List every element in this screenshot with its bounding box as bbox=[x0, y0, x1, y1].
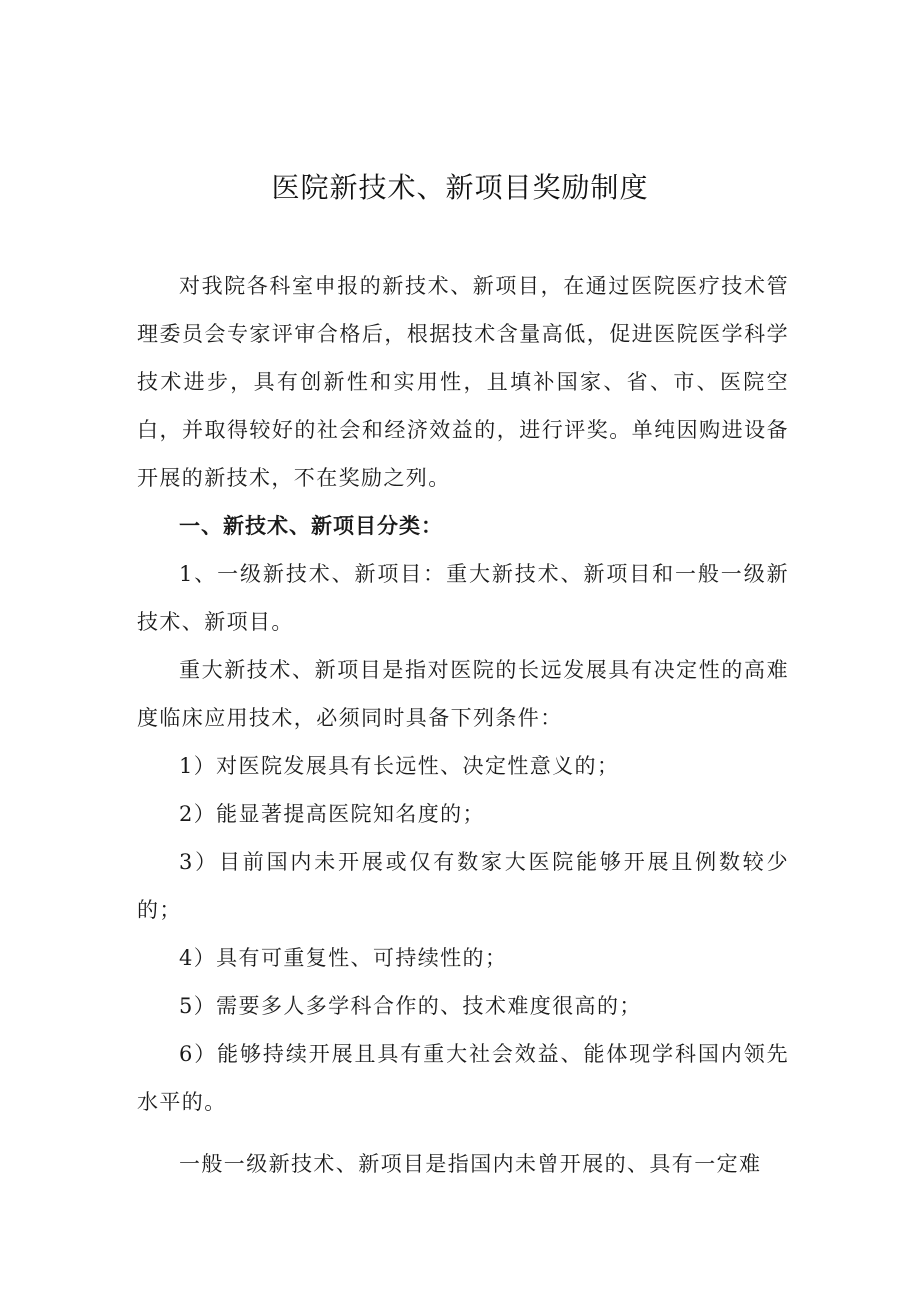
paragraph-major-definition: 重大新技术、新项目是指对医院的长远发展具有决定性的高难度临床应用技术，必须同时具备下列条件： bbox=[137, 658, 789, 730]
document-title: 医院新技术、新项目奖励制度 bbox=[271, 171, 649, 204]
condition-item-1: 1）对医院发展具有长远性、决定性意义的； bbox=[179, 754, 620, 778]
condition-item-3: 3）目前国内未开展或仅有数家大医院能够开展且例数较少的； bbox=[137, 850, 789, 922]
paragraph-level-one: 1、一级新技术、新项目：重大新技术、新项目和一般一级新技术、新项目。 bbox=[137, 562, 789, 634]
intro-paragraph: 对我院各科室申报的新技术、新项目，在通过医院医疗技术管理委员会专家评审合格后，根据技术含量高低，促进医院医学科学技术进步，具有创新性和实用性，且填补国家、省、市、医院空白，并取得较好的社会和经济效益的，进行评奖。单纯因购进设备开展的新技术，不在奖励之列。 bbox=[137, 274, 789, 490]
section-heading-classification: 一、新技术、新项目分类： bbox=[179, 514, 443, 538]
condition-item-5: 5）需要多人多学科合作的、技术难度很高的； bbox=[179, 994, 642, 1018]
document-body bbox=[137, 262, 789, 1188]
paragraph-general-definition: 一般一级新技术、新项目是指国内未曾开展的、具有一定难 bbox=[179, 1152, 762, 1176]
condition-item-2: 2）能显著提高医院知名度的； bbox=[179, 802, 485, 826]
condition-item-6: 6）能够持续开展且具有重大社会效益、能体现学科国内领先水平的。 bbox=[137, 1042, 789, 1114]
condition-item-4: 4）具有可重复性、可持续性的； bbox=[179, 946, 508, 970]
